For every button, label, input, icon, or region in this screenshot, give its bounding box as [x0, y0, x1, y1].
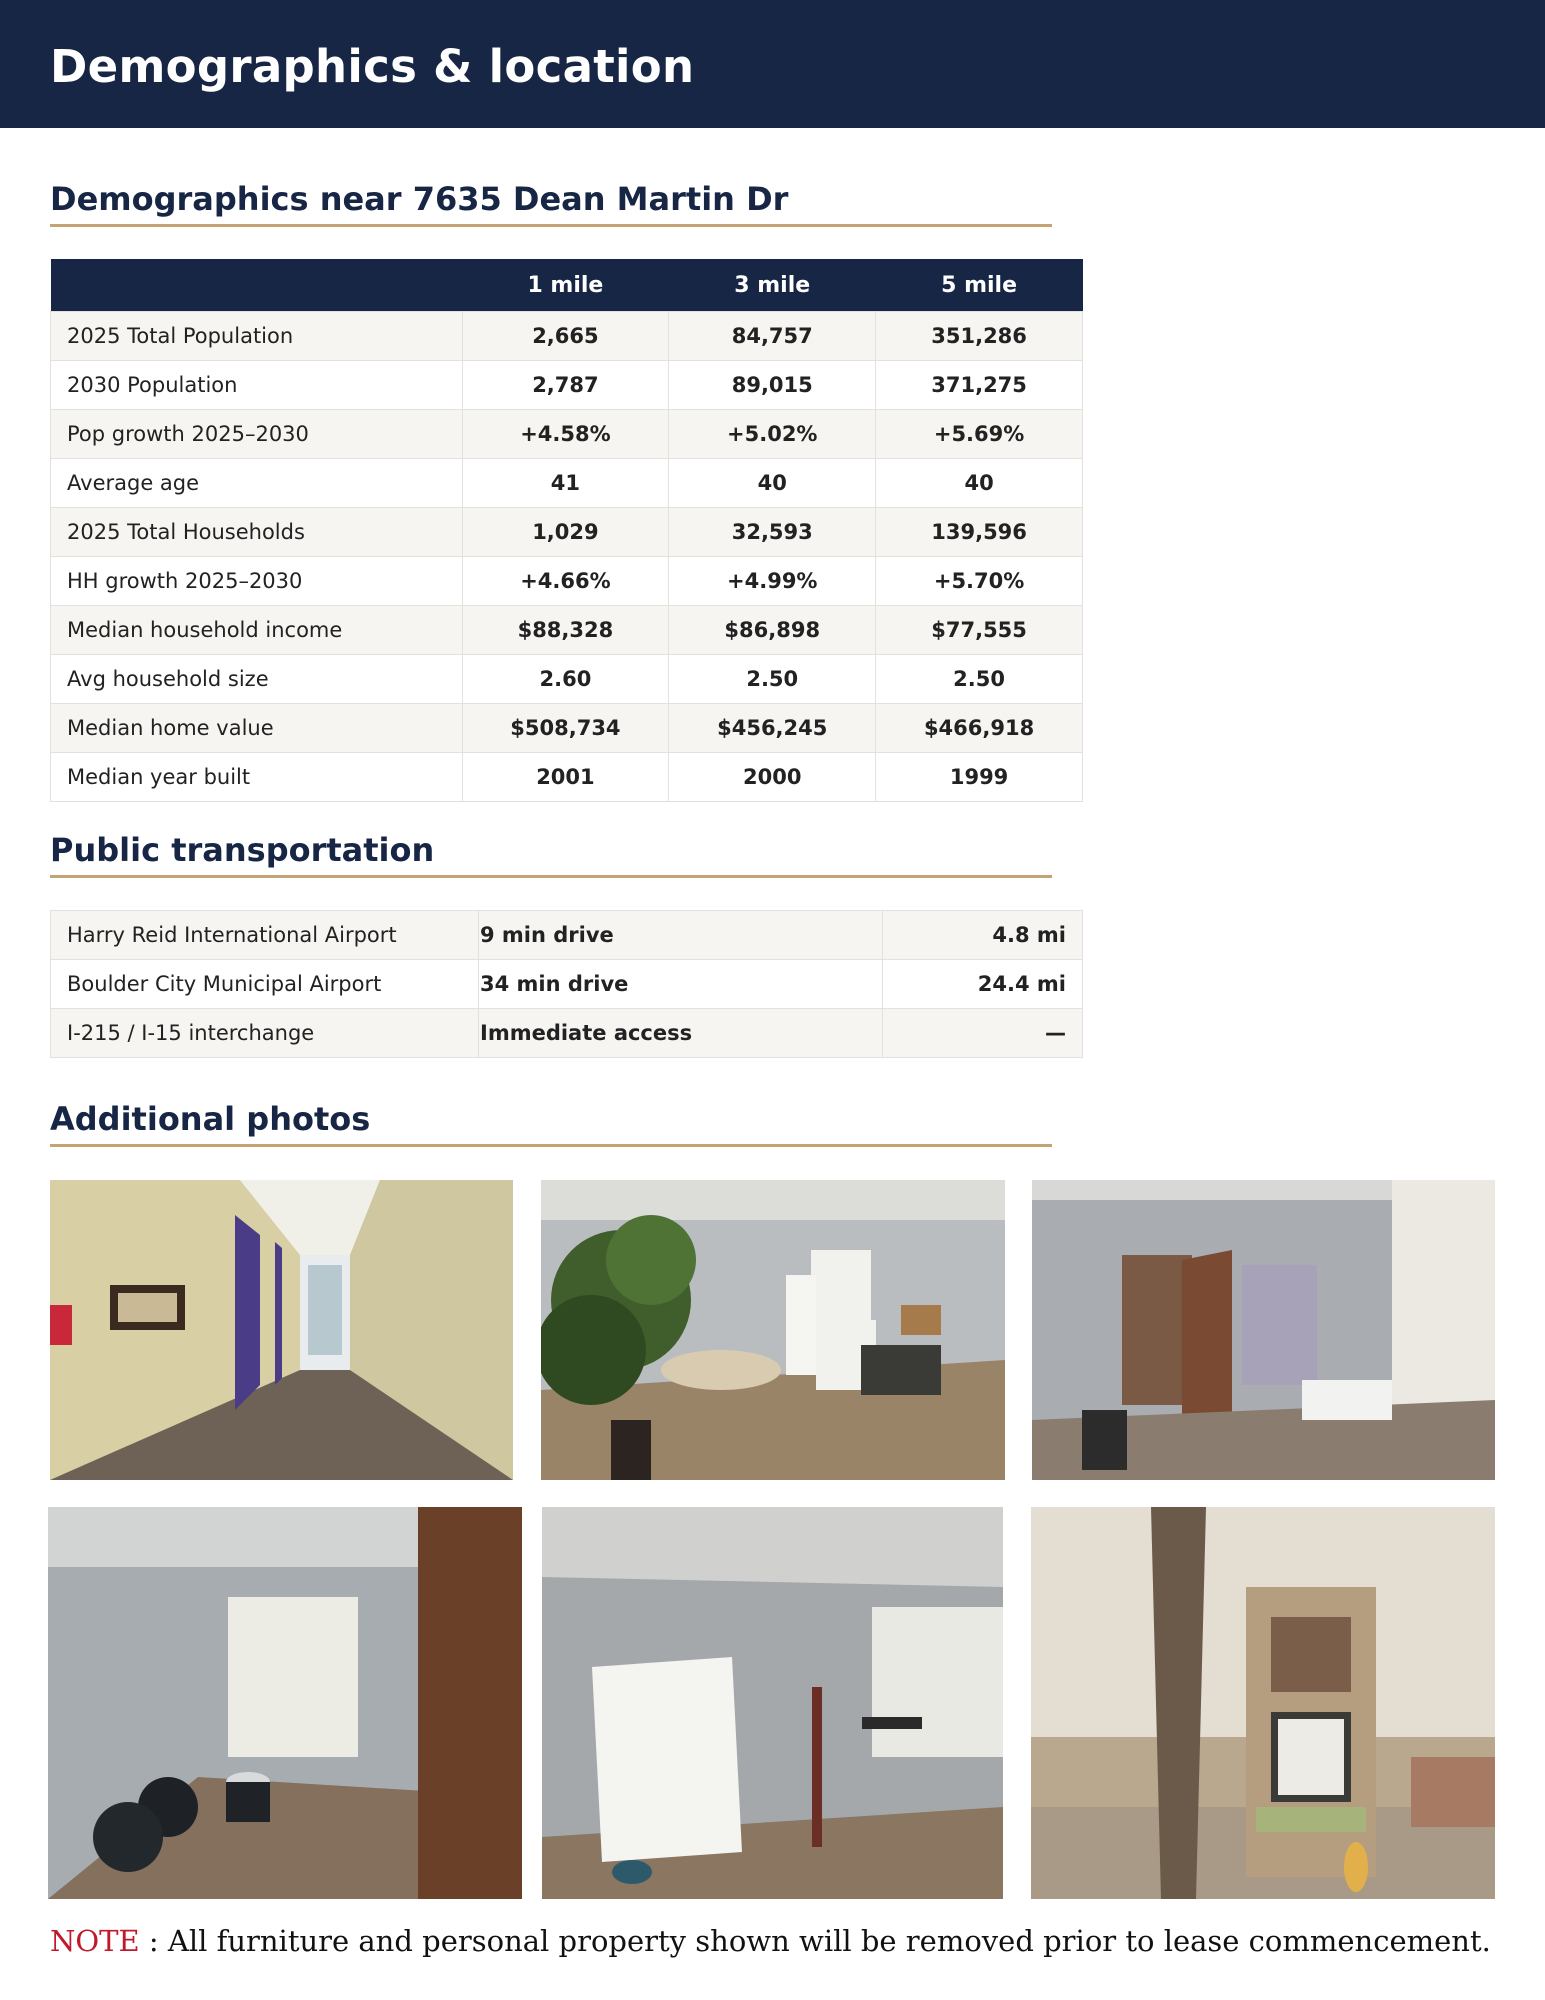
row-label: 2025 Total Population — [51, 312, 463, 361]
cell-value: 84,757 — [669, 312, 876, 361]
cell-value: 371,275 — [876, 361, 1083, 410]
cell-value: 41 — [462, 459, 669, 508]
cell-value: $88,328 — [462, 606, 669, 655]
transportation-title: Public transportation — [50, 831, 1052, 878]
cell-value: +5.02% — [669, 410, 876, 459]
distance: 24.4 mi — [883, 960, 1083, 1009]
table-row — [51, 911, 1083, 960]
photo-room-drums — [48, 1507, 522, 1899]
photo-office-doorway — [1032, 1180, 1495, 1480]
cell-value: $86,898 — [669, 606, 876, 655]
cell-value: 2.50 — [669, 655, 876, 704]
note-lead: NOTE — [50, 1924, 140, 1958]
row-label: Pop growth 2025–2030 — [51, 410, 463, 459]
cell-value: 89,015 — [669, 361, 876, 410]
cell-value: 1999 — [876, 753, 1083, 802]
table-row — [51, 606, 1083, 655]
cell-value: 2000 — [669, 753, 876, 802]
page-title: Demographics & location — [50, 40, 695, 93]
cell-value: 2,787 — [462, 361, 669, 410]
row-label: 2025 Total Households — [51, 508, 463, 557]
travel-time: 34 min drive — [479, 960, 883, 1009]
photo-break-room — [541, 1180, 1005, 1480]
demographics-title: Demographics near 7635 Dean Martin Dr — [50, 180, 1052, 227]
cell-value: +4.99% — [669, 557, 876, 606]
photo-hallway — [50, 1180, 513, 1480]
cell-value: $466,918 — [876, 704, 1083, 753]
row-label: Median home value — [51, 704, 463, 753]
cell-value: 32,593 — [669, 508, 876, 557]
place-name: I-215 / I-15 interchange — [51, 1009, 479, 1058]
page-header — [0, 0, 1545, 128]
row-label: Median household income — [51, 606, 463, 655]
table-row — [51, 753, 1083, 802]
cell-value: 1,029 — [462, 508, 669, 557]
column-header: 3 mile — [669, 259, 876, 312]
cell-value: 2,665 — [462, 312, 669, 361]
table-row — [51, 655, 1083, 704]
table-row — [51, 508, 1083, 557]
table-row — [51, 410, 1083, 459]
photos-title: Additional photos — [50, 1100, 1052, 1147]
table-row — [51, 459, 1083, 508]
cell-value: 2.50 — [876, 655, 1083, 704]
row-label: HH growth 2025–2030 — [51, 557, 463, 606]
demographics-table — [50, 259, 1083, 802]
travel-time: 9 min drive — [479, 911, 883, 960]
cell-value: 139,596 — [876, 508, 1083, 557]
photo-monument-sign — [1031, 1507, 1495, 1899]
cell-value: 40 — [876, 459, 1083, 508]
cell-value: $456,245 — [669, 704, 876, 753]
row-label: Median year built — [51, 753, 463, 802]
distance: — — [883, 1009, 1083, 1058]
cell-value: +5.69% — [876, 410, 1083, 459]
table-row — [51, 361, 1083, 410]
row-label: Average age — [51, 459, 463, 508]
column-header: 1 mile — [462, 259, 669, 312]
cell-value: $508,734 — [462, 704, 669, 753]
travel-time: Immediate access — [479, 1009, 883, 1058]
cell-value: +4.58% — [462, 410, 669, 459]
row-label: 2030 Population — [51, 361, 463, 410]
table-row — [51, 557, 1083, 606]
column-header — [51, 259, 463, 312]
table-row — [51, 960, 1083, 1009]
cell-value: +4.66% — [462, 557, 669, 606]
cell-value: +5.70% — [876, 557, 1083, 606]
place-name: Boulder City Municipal Airport — [51, 960, 479, 1009]
distance: 4.8 mi — [883, 911, 1083, 960]
cell-value: 351,286 — [876, 312, 1083, 361]
column-header: 5 mile — [876, 259, 1083, 312]
cell-value: 40 — [669, 459, 876, 508]
note-text: : All furniture and personal property shown will be removed prior to lease commencement. — [139, 1924, 1491, 1958]
cell-value: $77,555 — [876, 606, 1083, 655]
photo-room-whiteboard — [542, 1507, 1003, 1899]
cell-value: 2.60 — [462, 655, 669, 704]
table-header-row — [51, 259, 1083, 312]
table-row — [51, 312, 1083, 361]
place-name: Harry Reid International Airport — [51, 911, 479, 960]
table-row — [51, 704, 1083, 753]
table-row — [51, 1009, 1083, 1058]
lease-note — [50, 1924, 1491, 1958]
row-label: Avg household size — [51, 655, 463, 704]
cell-value: 2001 — [462, 753, 669, 802]
transportation-table — [50, 910, 1083, 1058]
